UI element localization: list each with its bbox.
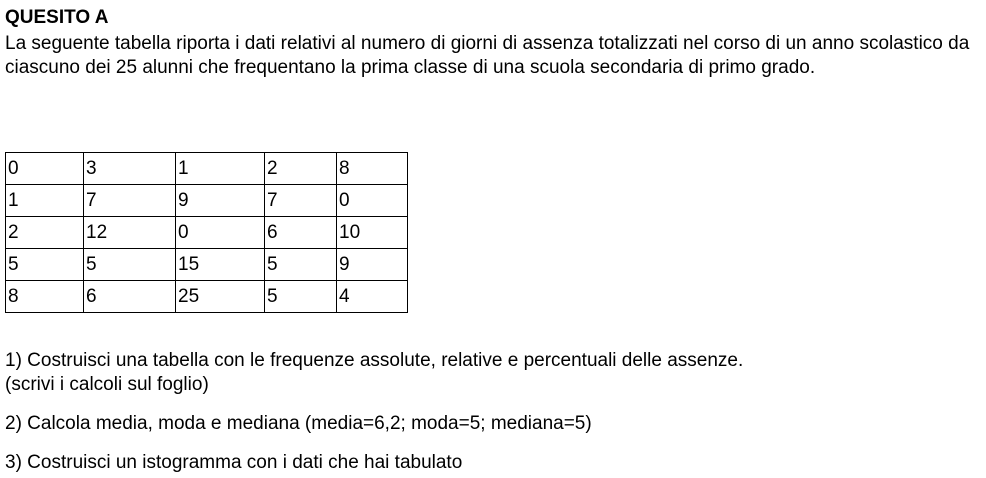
absences-table [5,152,408,313]
table-row [6,249,408,281]
table-cell: 0 [176,217,265,249]
question-1 [5,349,980,397]
table-cell: 9 [176,185,265,217]
table-cell: 0 [337,185,408,217]
table-row [6,281,408,313]
question-1-text: 1) Costruisci una tabella con le frequenze assolute, relative e percentuali delle assenze. [5,350,744,371]
table-cell: 8 [337,153,408,185]
table-row [6,153,408,185]
table-cell: 5 [265,281,337,313]
table-cell: 5 [265,249,337,281]
table-cell: 6 [265,217,337,249]
table-cell: 10 [337,217,408,249]
table-cell: 1 [176,153,265,185]
table-cell: 3 [84,153,176,185]
question-2: 2) Calcola media, moda e mediana (media=6,2; moda=5; mediana=5) [5,413,592,434]
table-cell: 4 [337,281,408,313]
table-cell: 12 [84,217,176,249]
table-cell: 25 [176,281,265,313]
table-cell: 7 [265,185,337,217]
table-cell: 15 [176,249,265,281]
table-cell: 0 [6,153,84,185]
table-cell: 9 [337,249,408,281]
table-cell: 8 [6,281,84,313]
page-title: QUESITO A [5,7,109,28]
table-cell: 6 [84,281,176,313]
table-row [6,185,408,217]
table-cell: 5 [84,249,176,281]
question-1-note: (scrivi i calcoli sul foglio) [5,374,209,395]
table-cell: 1 [6,185,84,217]
table-cell: 2 [6,217,84,249]
table-cell: 5 [6,249,84,281]
intro-paragraph: La seguente tabella riporta i dati relativi al numero di giorni di assenza totalizzati nel corso di un anno scolastico da ciascuno dei 25 alunni che frequentano la prima classe di una scuola secondaria di primo grado. [5,33,970,78]
table-row [6,217,408,249]
table-cell: 7 [84,185,176,217]
table-cell: 2 [265,153,337,185]
question-3: 3) Costruisci un istogramma con i dati che hai tabulato [5,452,463,473]
